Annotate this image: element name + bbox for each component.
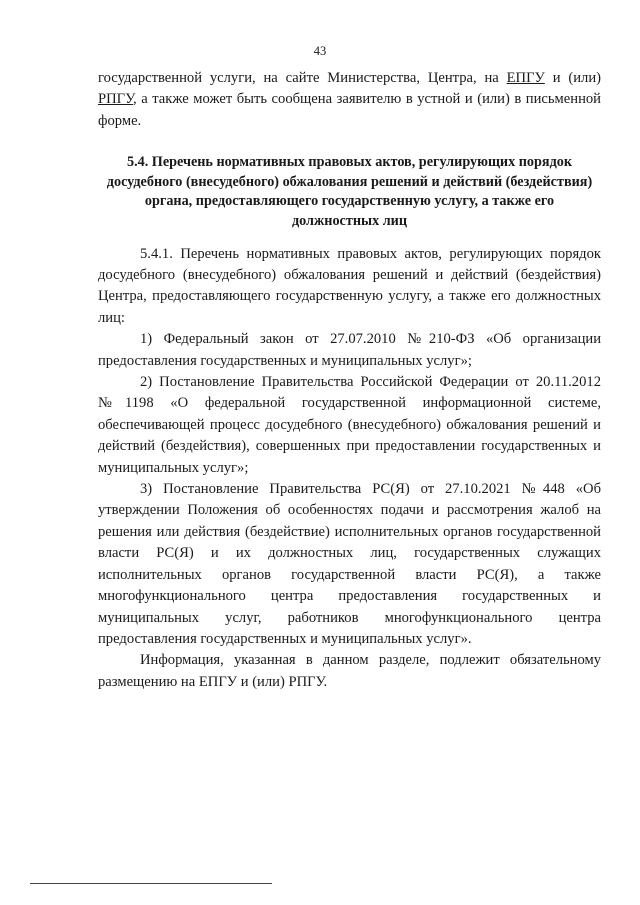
page-content	[98, 68, 601, 693]
page-number: 43	[313, 44, 327, 58]
intro-text-2: и (или)	[544, 70, 601, 86]
intro-text-1: государственной услуги, на сайте Министерства, Центра, на	[98, 70, 507, 86]
list-item-1: 1) Федеральный закон от 27.07.2010 №210-ФЗ «Об организации предоставления государственных и муниципальных услуг»;	[98, 331, 601, 369]
paragraph-5-4-1: 5.4.1. Перечень нормативных правовых актов, регулирующих порядок досудебного (внесудебного) обжалования решений и действий (бездействия) Центра, предоставляющего государственную услугу, а также его должностных лиц:	[98, 245, 601, 326]
list-item-2: 2) Постановление Правительства Российской Федерации от 20.11.2012 №1198 «О федеральной государственной информационной системе, обеспечивающей процесс досудебного (внесудебного) обжалования решений и действий (бездействия), совершенных при предоставлении государственных и муниципальных услуг»;	[98, 374, 601, 476]
footer-divider	[30, 883, 272, 884]
epgu-link[interactable]: ЕПГУ	[506, 70, 545, 86]
intro-paragraph	[98, 68, 601, 132]
rpgu-link[interactable]: РПГУ	[98, 91, 134, 108]
closing-paragraph: Информация, указанная в данном разделе, подлежит обязательному размещению на ЕПГУ и (или) РПГУ.	[98, 652, 601, 690]
list-item-3: 3) Постановление Правительства РС(Я) от 27.10.2021 №448 «Об утверждении Положения об особенностях подачи и рассмотрения жалоб на решения или действия (бездействие) исполнительных органов государственной власти РС(Я) и их должностных лиц, государственных служащих исполнительных органов государственной власти РС(Я), а также многофункционального центра предоставления государственных и муниципальных услуг, работников многофункционального центра предоставления государственных и муниципальных услуг».	[98, 481, 601, 647]
section-heading: 5.4. Перечень нормативных правовых актов, регулирующих порядок досудебного (внесудебного) обжалования решений и действий (бездействия) органа, предоставляющего государственную услугу, а также его должностных лиц	[106, 154, 593, 229]
intro-text-3: , а также может быть сообщена заявителю в устной и (или) в письменной форме.	[98, 91, 601, 129]
